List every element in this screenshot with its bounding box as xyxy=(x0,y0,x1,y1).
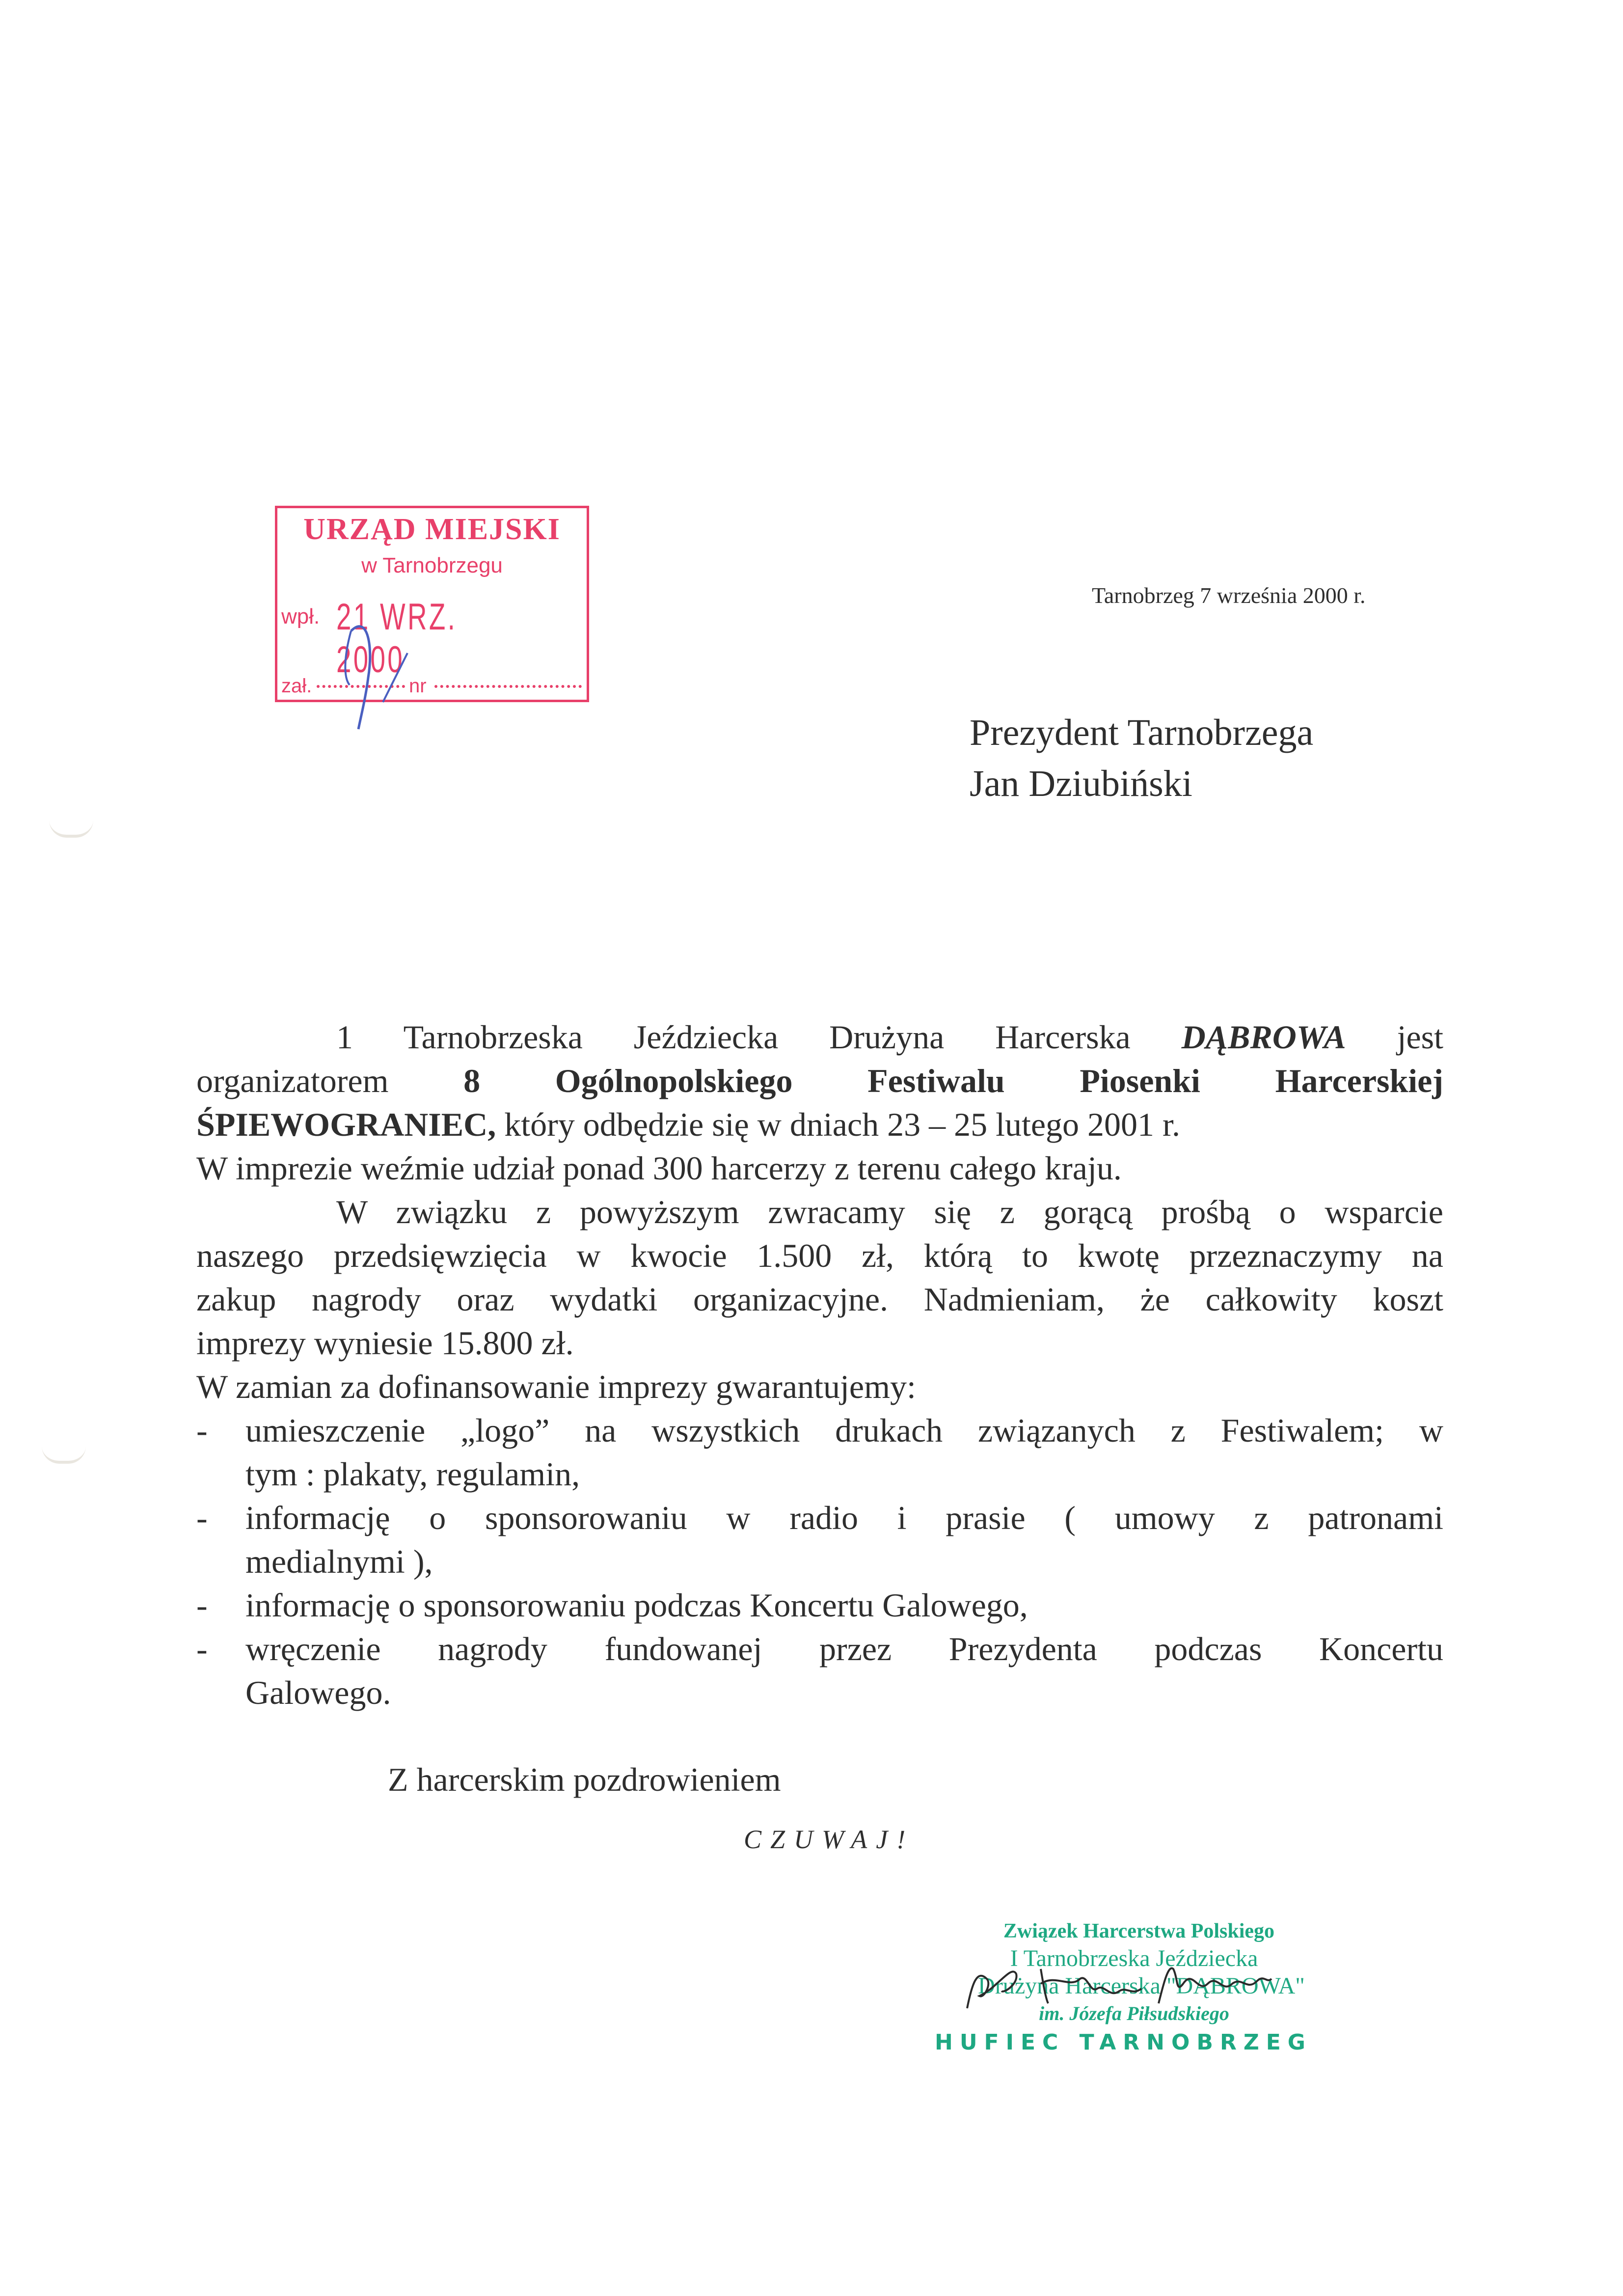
stamp-unit-name: I Tarnobrzeska Jeździecka xyxy=(1010,1945,1258,1971)
list-item: - informację o sponsorowaniu podczas Koncertu Galowego, xyxy=(196,1584,1443,1627)
body-line: W zamian za dofinansowanie imprezy gwarantujemy: xyxy=(196,1368,916,1405)
festival-title: ŚPIEWOGRANIEC, xyxy=(196,1106,496,1143)
stamp-number-label: nr xyxy=(409,675,427,697)
stamp-number-field xyxy=(434,685,582,688)
letter-body xyxy=(196,1015,1443,1715)
list-item-continuation: medialnymi ), xyxy=(245,1543,433,1580)
list-item: - umieszczenie „logo” na wszystkich drukach związanych z Festiwalem; w xyxy=(196,1409,1443,1452)
registry-stamp xyxy=(275,506,589,702)
addressee-title: Prezydent Tarnobrzega xyxy=(970,712,1314,753)
body-line: W imprezie weźmie udział ponad 300 harcerzy z terenu całego kraju. xyxy=(196,1149,1122,1187)
list-item: - informację o sponsorowaniu w radio i prasie ( umowy z patronami xyxy=(196,1496,1443,1540)
closing-motto: CZUWAJ! xyxy=(744,1825,915,1854)
addressee-block xyxy=(970,707,1313,809)
punch-hole-mark xyxy=(42,1446,86,1464)
bullet-dash: - xyxy=(196,1630,208,1667)
stamp-office-name: URZĄD MIEJSKI xyxy=(303,513,561,546)
body-line: W związku z powyższym zwracamy się z gorącą prośbą o wsparcie xyxy=(336,1193,1443,1230)
body-line: naszego przedsięwzięcia w kwocie 1.500 zł, którą to kwotę przeznaczymy na xyxy=(196,1237,1443,1274)
body-line: zakup nagrody oraz wydatki organizacyjne. Nadmieniam, że całkowity koszt xyxy=(196,1281,1443,1318)
stamp-received-date: 21 WRZ. 2000 xyxy=(336,596,458,681)
festival-name: 8 Ogólnopolskiego Festiwalu Piosenki Harcerskiej xyxy=(463,1062,1444,1099)
stamp-patron: im. Józefa Piłsudskiego xyxy=(1039,2002,1229,2024)
punch-hole-mark xyxy=(49,820,93,838)
bullet-dash: - xyxy=(196,1499,208,1536)
place-and-date: Tarnobrzeg 7 września 2000 r. xyxy=(1092,583,1366,608)
stamp-org-name: Związek Harcerstwa Polskiego xyxy=(1003,1920,1275,1942)
stamp-team-name: Drużyna Harcerska "DĄBROWA" xyxy=(978,1973,1305,1999)
stamp-attachments-field xyxy=(317,685,405,688)
addressee-name: Jan Dziubiński xyxy=(970,763,1192,804)
list-item-continuation: Galowego. xyxy=(245,1674,391,1711)
stamp-town: w Tarnobrzegu xyxy=(361,553,503,577)
body-line: imprezy wyniesie 15.800 zł. xyxy=(196,1324,574,1362)
closing-greeting: Z harcerskim pozdrowieniem xyxy=(388,1761,781,1798)
list-item-continuation: tym : plakaty, regulamin, xyxy=(245,1455,580,1493)
body-line: ŚPIEWOGRANIEC, który odbędzie się w dniach 23 – 25 lutego 2001 r. xyxy=(196,1106,1180,1143)
list-item: - wręczenie nagrody fundowanej przez Prezydenta podczas Koncertu xyxy=(196,1627,1443,1671)
bullet-dash: - xyxy=(196,1586,208,1624)
scout-stamp xyxy=(933,1917,1335,2058)
stamp-received-label: wpł. xyxy=(281,604,320,629)
body-line: 1 Tarnobrzeska Jeździecka Drużyna Harcerska DĄBROWA jest xyxy=(336,1018,1444,1056)
stamp-attachments-label: zał. xyxy=(281,675,312,697)
bullet-dash: - xyxy=(196,1412,208,1449)
stamp-district: HUFIEC TARNOBRZEG xyxy=(935,2030,1312,2055)
team-name: DĄBROWA xyxy=(1181,1018,1346,1056)
body-line: organizatorem 8 Ogólnopolskiego Festiwalu Piosenki Harcerskiej xyxy=(196,1062,1444,1099)
